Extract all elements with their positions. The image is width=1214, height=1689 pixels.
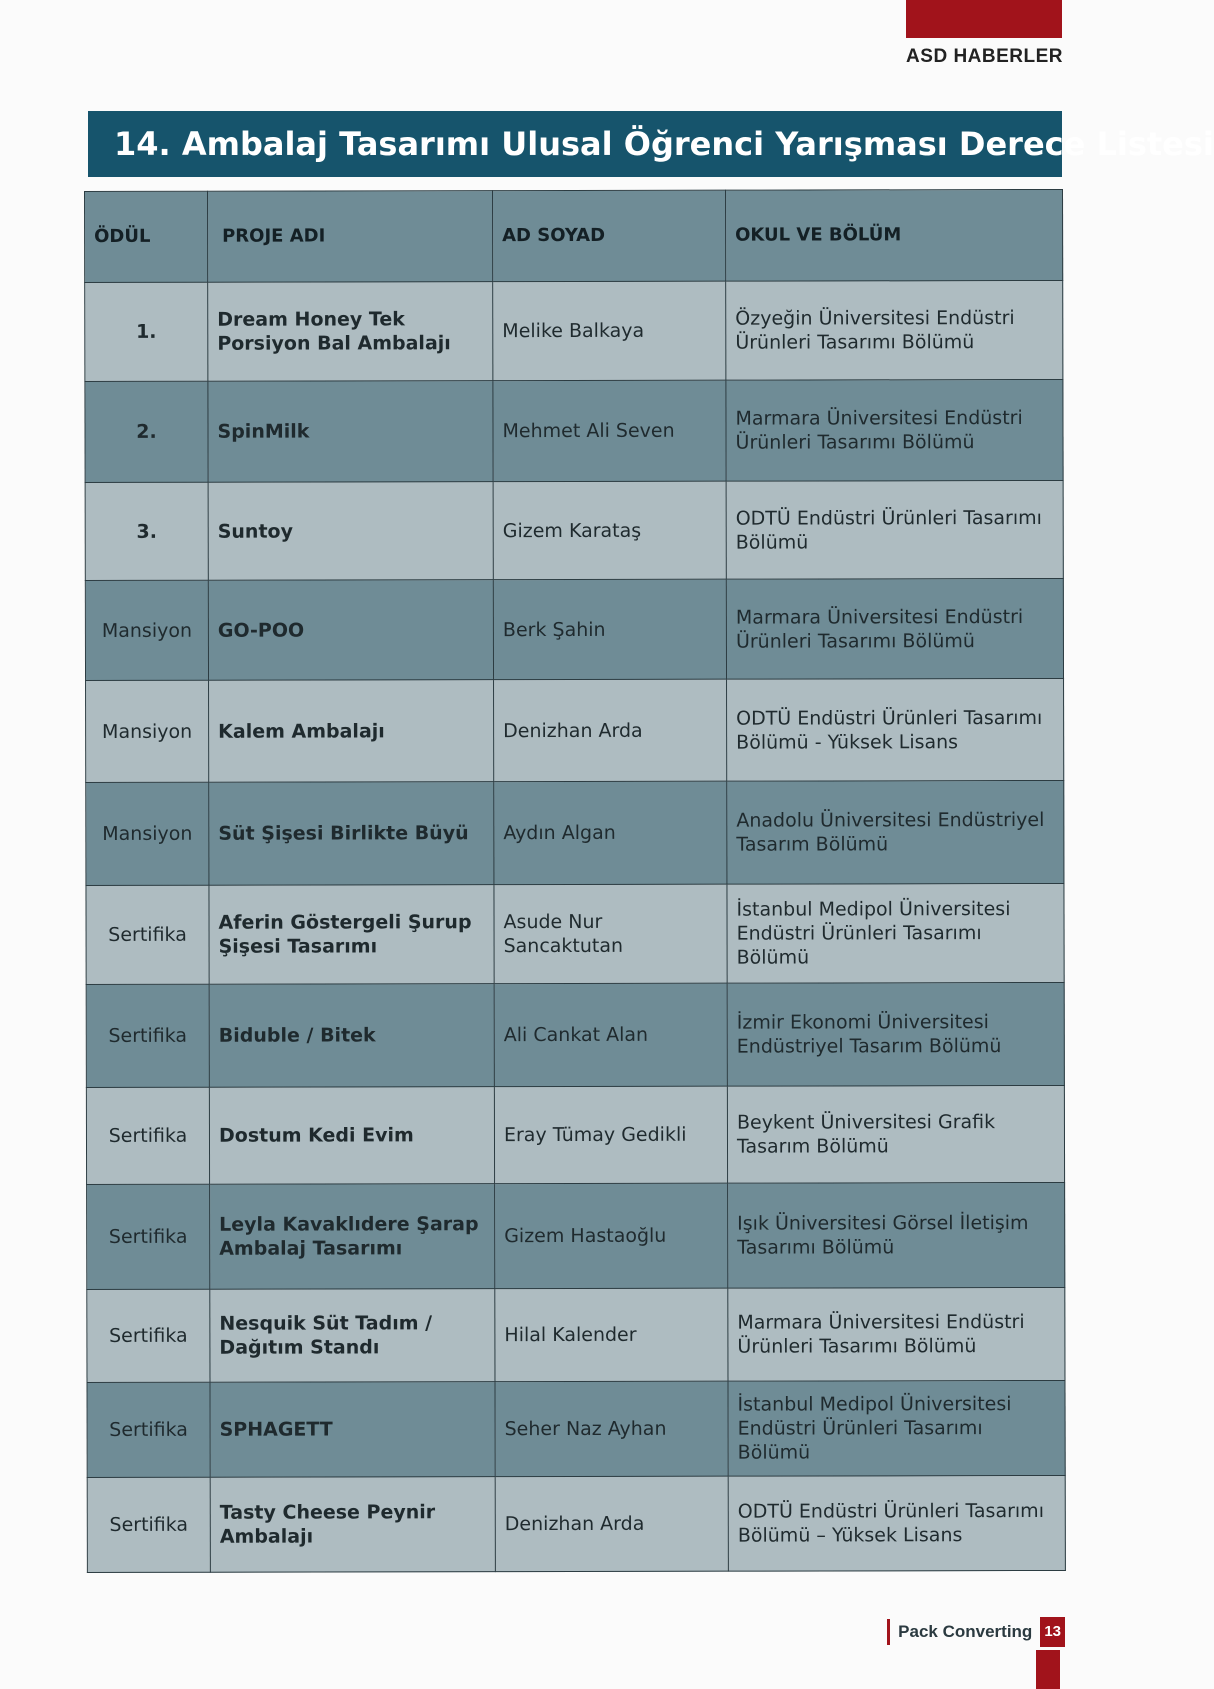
- footer-divider: [887, 1619, 890, 1645]
- column-header-school: OKUL VE BÖLÜM: [725, 189, 1062, 281]
- school-cell: İstanbul Medipol Üniversitesi Endüstri Ürünleri Tasarımı Bölümü: [728, 1380, 1065, 1476]
- project-cell: Süt Şişesi Birlikte Büyü: [209, 782, 494, 886]
- page-footer: [887, 1617, 1065, 1647]
- award-cell: Sertifika: [86, 1087, 209, 1184]
- school-cell: Işık Üniversitesi Görsel İletişim Tasarımı Bölümü: [728, 1182, 1065, 1288]
- name-cell: Eray Tümay Gedikli: [494, 1086, 727, 1183]
- bottom-accent-tab: [1036, 1650, 1060, 1689]
- award-cell: Sertifika: [87, 1477, 210, 1572]
- name-cell: Denizhan Arda: [495, 1476, 728, 1571]
- project-cell: Aferin Göstergeli Şurup Şişesi Tasarımı: [209, 885, 494, 985]
- project-cell: SPHAGETT: [210, 1382, 495, 1478]
- table-row: [87, 1475, 1065, 1572]
- column-header-award: ÖDÜL: [85, 191, 208, 282]
- table-row: [86, 982, 1064, 1087]
- table-row: [86, 678, 1064, 782]
- school-cell: Marmara Üniversitesi Endüstri Ürünleri Tasarımı Bölümü: [728, 1287, 1065, 1381]
- publication-name: Pack Converting: [898, 1622, 1033, 1641]
- school-cell: ODTÜ Endüstri Ürünleri Tasarımı Bölümü: [726, 480, 1063, 579]
- school-cell: İzmir Ekonomi Üniversitesi Endüstriyel Tasarım Bölümü: [727, 982, 1064, 1086]
- table-row: [86, 1085, 1064, 1184]
- project-cell: Leyla Kavaklıdere Şarap Ambalaj Tasarımı: [210, 1184, 495, 1290]
- school-cell: Özyeğin Üniversitesi Endüstri Ürünleri Tasarımı Bölümü: [726, 280, 1063, 380]
- column-header-project: PROJE ADI: [208, 191, 493, 283]
- award-cell: Sertifika: [86, 984, 209, 1087]
- name-cell: Berk Şahin: [493, 579, 726, 679]
- project-cell: Dream Honey Tek Porsiyon Bal Ambalajı: [208, 282, 493, 382]
- project-cell: Suntoy: [208, 482, 493, 581]
- table-row: [87, 1380, 1065, 1477]
- school-cell: İstanbul Medipol Üniversitesi Endüstri Ürünleri Tasarımı Bölümü: [727, 883, 1064, 983]
- table-row: [87, 1182, 1065, 1289]
- name-cell: Hilal Kalender: [495, 1288, 728, 1381]
- results-table: [84, 189, 1066, 1573]
- project-cell: Dostum Kedi Evim: [209, 1087, 494, 1185]
- table-row: [85, 578, 1063, 680]
- school-cell: Marmara Üniversitesi Endüstri Ürünleri Tasarımı Bölümü: [726, 379, 1063, 481]
- award-cell: Sertifika: [87, 1289, 210, 1382]
- name-cell: Seher Naz Ayhan: [495, 1381, 728, 1476]
- school-cell: ODTÜ Endüstri Ürünleri Tasarımı Bölümü – Yüksek Lisans: [728, 1475, 1065, 1571]
- table-row: [86, 780, 1064, 885]
- name-cell: Melike Balkaya: [493, 281, 726, 380]
- name-cell: Denizhan Arda: [494, 679, 727, 781]
- name-cell: Gizem Hastaoğlu: [495, 1183, 728, 1288]
- school-cell: ODTÜ Endüstri Ürünleri Tasarımı Bölümü - Yüksek Lisans: [727, 678, 1064, 781]
- award-cell: Mansiyon: [85, 580, 208, 680]
- award-cell: Sertifika: [87, 1184, 210, 1289]
- project-cell: Nesquik Süt Tadım / Dağıtım Standı: [210, 1289, 495, 1383]
- table-row: [86, 883, 1064, 984]
- school-cell: Beykent Üniversitesi Grafik Tasarım Bölümü: [727, 1085, 1064, 1183]
- project-cell: SpinMilk: [208, 381, 493, 483]
- award-cell: Mansiyon: [86, 782, 209, 885]
- table-row: [85, 379, 1063, 482]
- page-number: 13: [1040, 1617, 1065, 1647]
- award-cell: 3.: [85, 482, 208, 580]
- project-cell: Kalem Ambalajı: [209, 680, 494, 783]
- award-cell: Sertifika: [86, 885, 209, 984]
- column-header-name: AD SOYAD: [493, 190, 726, 281]
- page-title: 14. Ambalaj Tasarımı Ulusal Öğrenci Yarışması Derece Listesi: [88, 111, 1062, 177]
- school-cell: Marmara Üniversitesi Endüstri Ürünleri Tasarımı Bölümü: [726, 578, 1063, 679]
- project-cell: Tasty Cheese Peynir Ambalajı: [210, 1477, 495, 1573]
- project-cell: GO-POO: [208, 580, 493, 681]
- project-cell: Biduble / Bitek: [209, 984, 494, 1088]
- name-cell: Ali Cankat Alan: [494, 983, 727, 1086]
- top-accent-tab: [906, 0, 1062, 38]
- school-cell: Anadolu Üniversitesi Endüstriyel Tasarım Bölümü: [727, 780, 1064, 884]
- name-cell: Aydın Algan: [494, 781, 727, 884]
- section-label: ASD HABERLER: [906, 46, 1063, 67]
- name-cell: Asude Nur Sancaktutan: [494, 884, 727, 983]
- table-row: [85, 280, 1063, 381]
- award-cell: Sertifika: [87, 1382, 210, 1477]
- award-cell: Mansiyon: [86, 680, 209, 782]
- award-cell: 2.: [85, 381, 208, 482]
- table-header-row: [85, 189, 1063, 282]
- table-body: [85, 280, 1066, 1572]
- table-row: [85, 480, 1063, 580]
- table-row: [87, 1287, 1065, 1382]
- name-cell: Gizem Karataş: [493, 481, 726, 579]
- award-cell: 1.: [85, 282, 208, 381]
- name-cell: Mehmet Ali Seven: [493, 380, 726, 481]
